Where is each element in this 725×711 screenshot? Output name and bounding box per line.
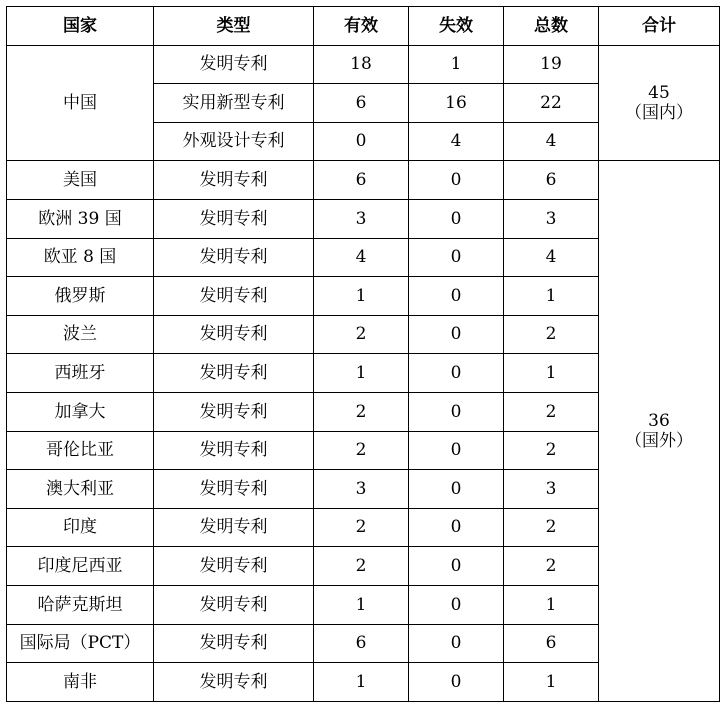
type-cell: 发明专利	[154, 663, 314, 702]
type-cell: 发明专利	[154, 354, 314, 393]
foreign-sum-label: （国外）	[625, 431, 693, 452]
total-cell: 2	[504, 508, 599, 547]
country-cell: 欧亚 8 国	[7, 238, 154, 277]
invalid-cell: 0	[409, 161, 504, 200]
valid-cell: 3	[314, 199, 409, 238]
invalid-cell: 16	[409, 84, 504, 123]
invalid-cell: 0	[409, 663, 504, 702]
total-cell: 2	[504, 392, 599, 431]
invalid-cell: 0	[409, 315, 504, 354]
valid-cell: 4	[314, 238, 409, 277]
valid-cell: 1	[314, 277, 409, 316]
country-cell: 南非	[7, 663, 154, 702]
invalid-cell: 0	[409, 431, 504, 470]
header-total: 总数	[504, 7, 599, 46]
valid-cell: 1	[314, 585, 409, 624]
header-type: 类型	[154, 7, 314, 46]
country-cell: 印度尼西亚	[7, 547, 154, 586]
valid-cell: 6	[314, 624, 409, 663]
country-cell: 国际局（PCT）	[7, 624, 154, 663]
type-cell: 发明专利	[154, 315, 314, 354]
patent-table	[6, 6, 720, 702]
header-invalid: 失效	[409, 7, 504, 46]
table-row	[7, 45, 720, 84]
total-cell: 2	[504, 547, 599, 586]
total-cell: 1	[504, 354, 599, 393]
total-cell: 3	[504, 470, 599, 509]
valid-cell: 2	[314, 315, 409, 354]
country-cell: 加拿大	[7, 392, 154, 431]
foreign-sum-cell	[599, 161, 720, 701]
country-cell: 美国	[7, 161, 154, 200]
total-cell: 4	[504, 122, 599, 161]
invalid-cell: 0	[409, 624, 504, 663]
valid-cell: 3	[314, 470, 409, 509]
type-cell: 发明专利	[154, 508, 314, 547]
valid-cell: 2	[314, 392, 409, 431]
type-cell: 发明专利	[154, 392, 314, 431]
total-cell: 1	[504, 277, 599, 316]
valid-cell: 6	[314, 161, 409, 200]
country-cell: 欧洲 39 国	[7, 199, 154, 238]
type-cell: 发明专利	[154, 624, 314, 663]
type-cell: 发明专利	[154, 45, 314, 84]
invalid-cell: 0	[409, 392, 504, 431]
invalid-cell: 0	[409, 277, 504, 316]
header-valid: 有效	[314, 7, 409, 46]
header-country: 国家	[7, 7, 154, 46]
valid-cell: 1	[314, 663, 409, 702]
invalid-cell: 0	[409, 354, 504, 393]
valid-cell: 6	[314, 84, 409, 123]
invalid-cell: 0	[409, 547, 504, 586]
invalid-cell: 0	[409, 199, 504, 238]
type-cell: 发明专利	[154, 238, 314, 277]
country-cell: 波兰	[7, 315, 154, 354]
invalid-cell: 4	[409, 122, 504, 161]
country-cell: 印度	[7, 508, 154, 547]
total-cell: 22	[504, 84, 599, 123]
total-cell: 3	[504, 199, 599, 238]
type-cell: 发明专利	[154, 277, 314, 316]
domestic-sum-label: （国内）	[625, 102, 693, 123]
invalid-cell: 0	[409, 238, 504, 277]
country-cell: 澳大利亚	[7, 470, 154, 509]
valid-cell: 18	[314, 45, 409, 84]
invalid-cell: 0	[409, 585, 504, 624]
valid-cell: 0	[314, 122, 409, 161]
country-cell: 俄罗斯	[7, 277, 154, 316]
valid-cell: 2	[314, 508, 409, 547]
type-cell: 外观设计专利	[154, 122, 314, 161]
invalid-cell: 1	[409, 45, 504, 84]
type-cell: 发明专利	[154, 431, 314, 470]
header-sum: 合计	[599, 7, 720, 46]
type-cell: 发明专利	[154, 161, 314, 200]
type-cell: 实用新型专利	[154, 84, 314, 123]
invalid-cell: 0	[409, 470, 504, 509]
domestic-sum-value: 45	[648, 82, 670, 103]
foreign-sum-value: 36	[648, 410, 670, 431]
total-cell: 6	[504, 624, 599, 663]
type-cell: 发明专利	[154, 585, 314, 624]
total-cell: 19	[504, 45, 599, 84]
country-cell: 哥伦比亚	[7, 431, 154, 470]
total-cell: 2	[504, 431, 599, 470]
country-cell: 西班牙	[7, 354, 154, 393]
type-cell: 发明专利	[154, 199, 314, 238]
table-row	[7, 161, 720, 200]
total-cell: 1	[504, 663, 599, 702]
type-cell: 发明专利	[154, 547, 314, 586]
valid-cell: 1	[314, 354, 409, 393]
header-row	[7, 7, 720, 46]
total-cell: 1	[504, 585, 599, 624]
country-cell: 中国	[7, 45, 154, 161]
domestic-sum-cell	[599, 45, 720, 161]
invalid-cell: 0	[409, 508, 504, 547]
total-cell: 2	[504, 315, 599, 354]
valid-cell: 2	[314, 431, 409, 470]
total-cell: 4	[504, 238, 599, 277]
total-cell: 6	[504, 161, 599, 200]
country-cell: 哈萨克斯坦	[7, 585, 154, 624]
type-cell: 发明专利	[154, 470, 314, 509]
valid-cell: 2	[314, 547, 409, 586]
